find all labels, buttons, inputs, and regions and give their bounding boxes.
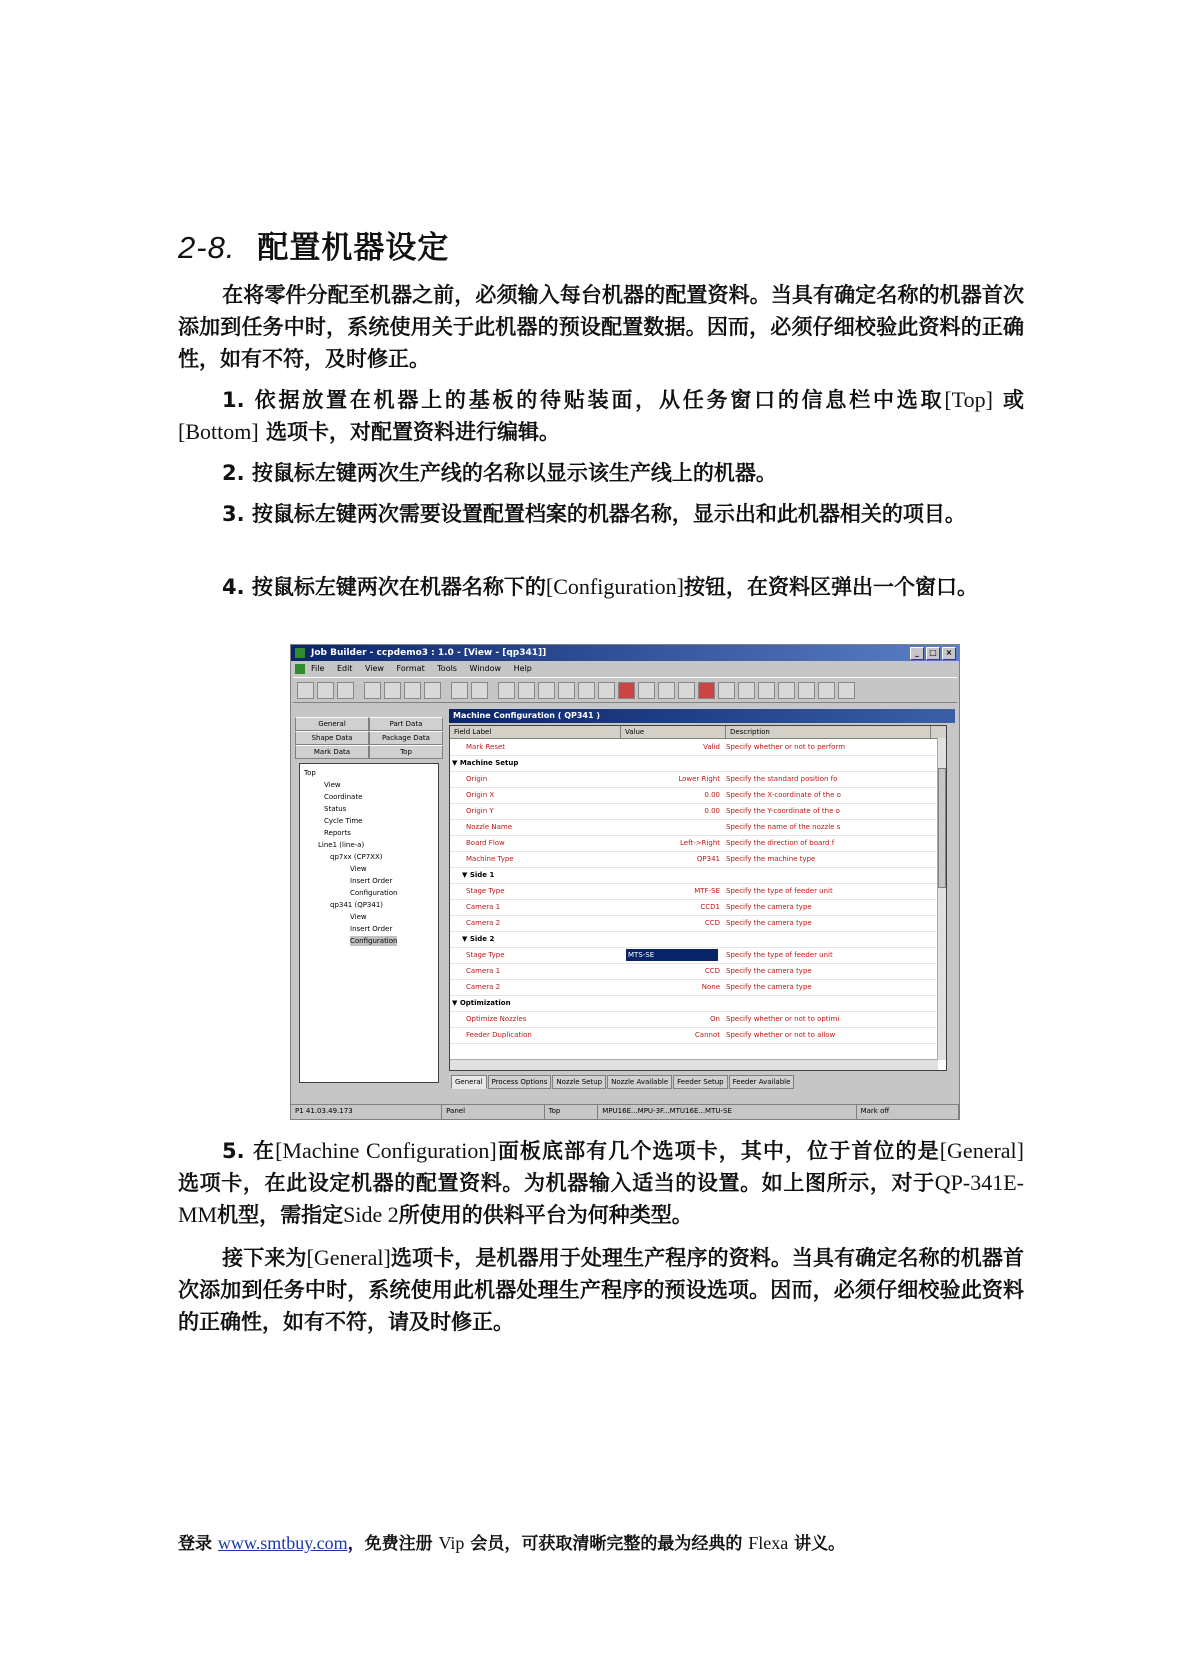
col-value[interactable]: Value <box>621 726 726 738</box>
toolbar <box>293 677 957 703</box>
section-row[interactable]: ▼ Optimization <box>450 995 938 1012</box>
step-4-config: [Configuration] <box>545 574 684 599</box>
config-grid <box>449 725 947 1071</box>
tab-process-options[interactable]: Process Options <box>488 1075 552 1089</box>
close-icon[interactable]: × <box>942 647 956 660</box>
tab-nozzle-setup[interactable]: Nozzle Setup <box>552 1075 606 1089</box>
info-tabs <box>295 717 443 759</box>
table-row[interactable]: Camera 1 CCD Specify the camera type <box>450 963 938 980</box>
tool-icon[interactable] <box>518 682 535 699</box>
horizontal-scrollbar[interactable] <box>450 1059 938 1070</box>
menu-format[interactable]: Format <box>396 664 425 673</box>
scroll-thumb[interactable] <box>938 768 946 888</box>
step-1-text-a: 1. 依据放置在机器上的基板的待贴装面，从任务窗口的信息栏中选取 <box>222 388 945 412</box>
tool-icon[interactable] <box>638 682 655 699</box>
paste-icon[interactable] <box>404 682 421 699</box>
new-icon[interactable] <box>297 682 314 699</box>
tool-icon[interactable] <box>798 682 815 699</box>
find-icon[interactable] <box>451 682 468 699</box>
open-icon[interactable] <box>317 682 334 699</box>
config-tabs <box>451 1075 951 1089</box>
grid-header <box>450 726 946 739</box>
tab-part-data[interactable]: Part Data <box>369 717 443 731</box>
site-link[interactable]: www.smtbuy.com <box>217 1533 348 1553</box>
tree-item-line[interactable]: Line1 (line-a) <box>318 841 365 849</box>
table-row[interactable]: Nozzle Name Specify the name of the nozzle s <box>450 819 938 836</box>
tree-item-view[interactable]: View <box>324 781 341 789</box>
tree-item-insert-order[interactable]: Insert Order <box>350 877 393 885</box>
tool-icon[interactable] <box>538 682 555 699</box>
tool-icon[interactable] <box>558 682 575 699</box>
tab-feeder-available[interactable]: Feeder Available <box>729 1075 795 1089</box>
col-description[interactable]: Description <box>726 726 931 738</box>
step-2 <box>178 457 1024 489</box>
print-icon[interactable] <box>424 682 441 699</box>
maximize-icon[interactable]: □ <box>926 647 940 660</box>
step-4-text-b: 按钮，在资料区弹出一个窗口。 <box>684 575 978 599</box>
table-row[interactable]: Mark Reset Valid Specify whether or not to perform <box>450 739 938 756</box>
table-row[interactable]: Stage Type MTS-SE Specify the type of feeder unit <box>450 947 938 964</box>
toolbar-separator <box>491 683 495 698</box>
job-tree <box>299 763 439 1083</box>
section-row[interactable]: ▼ Side 2 <box>450 931 938 948</box>
tab-general[interactable]: General <box>451 1075 487 1089</box>
menu-tools[interactable]: Tools <box>437 664 457 673</box>
tree-item-coordinate[interactable]: Coordinate <box>324 793 363 801</box>
tree-item-configuration[interactable]: Configuration <box>350 889 398 897</box>
table-row[interactable]: Camera 1 CCD1 Specify the camera type <box>450 899 938 916</box>
step-1-top: [Top] <box>944 387 993 412</box>
toolbar-separator <box>444 683 448 698</box>
status-bar <box>291 1104 959 1119</box>
section-heading <box>178 222 978 268</box>
tree-item-insert-order[interactable]: Insert Order <box>350 925 393 933</box>
zoom-icon[interactable] <box>471 682 488 699</box>
table-row[interactable]: Machine Type QP341 Specify the machine type <box>450 851 938 868</box>
app-icon <box>295 648 305 658</box>
tool-icon[interactable] <box>818 682 835 699</box>
screenshot-window <box>290 644 960 1120</box>
tool-icon[interactable] <box>718 682 735 699</box>
step-5: 5. 在[Machine Configuration]面板底部有几个选项卡，其中，位于首位的是[General] 选项卡，在此设定机器的配置资料。为机器输入适当的设置。如上图所示，对于QP-341E-MM机型，需指定Side 2所使用的供料平台为何种类型。 <box>178 1138 1024 1227</box>
intro-paragraph <box>178 279 1024 375</box>
tool-icon[interactable] <box>778 682 795 699</box>
tree-item-reports[interactable]: Reports <box>324 829 351 837</box>
tool-icon[interactable] <box>578 682 595 699</box>
tool-icon[interactable] <box>498 682 515 699</box>
menu-window[interactable]: Window <box>469 664 502 673</box>
table-row[interactable]: Stage Type MTF-SE Specify the type of feeder unit <box>450 883 938 900</box>
intro-text: 在将零件分配至机器之前，必须输入每台机器的配置资料。当具有确定名称的机器首次添加到任务中时，系统使用关于此机器的预设配置数据。因而，必须仔细校验此资料的正确性，如有不符，及时修正。 <box>178 283 1024 371</box>
pin-icon[interactable] <box>618 682 635 699</box>
tab-top[interactable]: Top <box>369 745 443 759</box>
step-1-text-b: 选项卡，对配置资料进行编辑。 <box>258 420 560 444</box>
table-row[interactable]: Camera 2 None Specify the camera type <box>450 979 938 996</box>
stage-type-select[interactable]: MTS-SE <box>626 949 718 961</box>
tab-mark-data[interactable]: Mark Data <box>295 745 369 759</box>
tool-icon[interactable] <box>598 682 615 699</box>
table-row[interactable]: Origin Lower Right Specify the standard position fo <box>450 771 938 788</box>
status-mark: Mark off <box>857 1105 959 1119</box>
vertical-scrollbar[interactable] <box>937 738 946 1060</box>
minimize-icon[interactable]: _ <box>910 647 924 660</box>
status-panel: Panel <box>442 1105 544 1119</box>
footer-note: 登录 www.smtbuy.com，免费注册 Vip 会员，可获取清晰完整的最为经典的 Flexa 讲义。 <box>178 1533 846 1554</box>
status-feeders: MPU16E...MPU-3F...MTU16E...MTU-SE <box>598 1105 856 1119</box>
tab-shape-data[interactable]: Shape Data <box>295 731 369 745</box>
table-row[interactable]: Feeder Duplication Cannot Specify whether or not to allow <box>450 1027 938 1044</box>
col-field-label[interactable]: Field Label <box>450 726 621 738</box>
section-row[interactable]: ▼ Machine Setup <box>450 755 938 772</box>
window-controls <box>910 647 956 660</box>
step-3 <box>178 498 1024 530</box>
tab-nozzle-available[interactable]: Nozzle Available <box>607 1075 672 1089</box>
machine-configuration-panel <box>447 707 955 1107</box>
step-1-or: 或 <box>992 388 1024 412</box>
menu-view[interactable]: View <box>364 664 384 673</box>
next-paragraph: 接下来为[General]选项卡，是机器用于处理生产程序的资料。当具有确定名称的机器首次添加到任务中时，系统使用此机器处理生产程序的预设选项。因而，必须仔细校验此资料的正确性，如有不符，请及时修正。 <box>178 1245 1024 1334</box>
tree-item-configuration-selected[interactable]: Configuration <box>350 937 398 945</box>
panel-title: Machine Configuration ( QP341 ) <box>449 709 955 723</box>
section-row[interactable]: ▼ Side 1 <box>450 867 938 884</box>
mdi-icon <box>295 664 305 674</box>
window-title: Job Builder - ccpdemo3 : 1.0 - [View - [qp341]] <box>311 648 547 658</box>
menu-edit[interactable]: Edit <box>336 664 353 673</box>
tab-package-data[interactable]: Package Data <box>369 731 443 745</box>
status-side: Top <box>545 1105 599 1119</box>
menu-help[interactable]: Help <box>513 664 532 673</box>
cut-icon[interactable] <box>364 682 381 699</box>
status-coordinates: P1 41.03.49.173 <box>291 1105 442 1119</box>
tree-item-top[interactable]: Top <box>304 769 316 777</box>
tool-icon[interactable] <box>738 682 755 699</box>
toolbar-separator <box>357 683 361 698</box>
section-number: 2-8. <box>178 230 236 265</box>
table-row[interactable]: Origin Y 0.00 Specify the Y-coordinate of the o <box>450 803 938 820</box>
step-1 <box>178 384 1024 448</box>
save-icon[interactable] <box>337 682 354 699</box>
tool-icon[interactable] <box>658 682 675 699</box>
tool-icon[interactable] <box>758 682 775 699</box>
menubar <box>291 662 959 676</box>
tree-item-status[interactable]: Status <box>324 805 347 813</box>
tree-item-cycle-time[interactable]: Cycle Time <box>324 817 363 825</box>
menu-file[interactable]: File <box>311 664 325 673</box>
window-titlebar <box>291 645 959 661</box>
table-row[interactable]: Optimize Nozzles On Specify whether or not to optimi <box>450 1011 938 1028</box>
tab-general[interactable]: General <box>295 717 369 731</box>
tree-item-view[interactable]: View <box>350 865 367 873</box>
step-4 <box>178 571 1024 603</box>
section-title: 配置机器设定 <box>257 230 450 266</box>
tool-icon[interactable] <box>678 682 695 699</box>
table-row[interactable]: Board Flow Left->Right Specify the direction of board f <box>450 835 938 852</box>
step-1-bottom: [Bottom] <box>178 419 259 444</box>
tool-icon[interactable] <box>838 682 855 699</box>
tree-item-machine-qp7xx[interactable]: qp7xx (CP7XX) <box>330 853 383 861</box>
table-row[interactable]: Camera 2 CCD Specify the camera type <box>450 915 938 932</box>
table-row[interactable]: Origin X 0.00 Specify the X-coordinate of the o <box>450 787 938 804</box>
step-4-text-a: 4. 按鼠标左键两次在机器名称下的 <box>222 575 546 599</box>
tree-item-machine-qp341[interactable]: qp341 (QP341) <box>330 901 384 909</box>
step-3-text: 3. 按鼠标左键两次需要设置配置档案的机器名称，显示出和此机器相关的项目。 <box>222 502 966 526</box>
tree-item-view[interactable]: View <box>350 913 367 921</box>
info-pane <box>295 707 443 1085</box>
step-2-text: 2. 按鼠标左键两次生产线的名称以显示该生产线上的机器。 <box>222 461 777 485</box>
copy-icon[interactable] <box>384 682 401 699</box>
tab-feeder-setup[interactable]: Feeder Setup <box>673 1075 727 1089</box>
grid-icon[interactable] <box>698 682 715 699</box>
